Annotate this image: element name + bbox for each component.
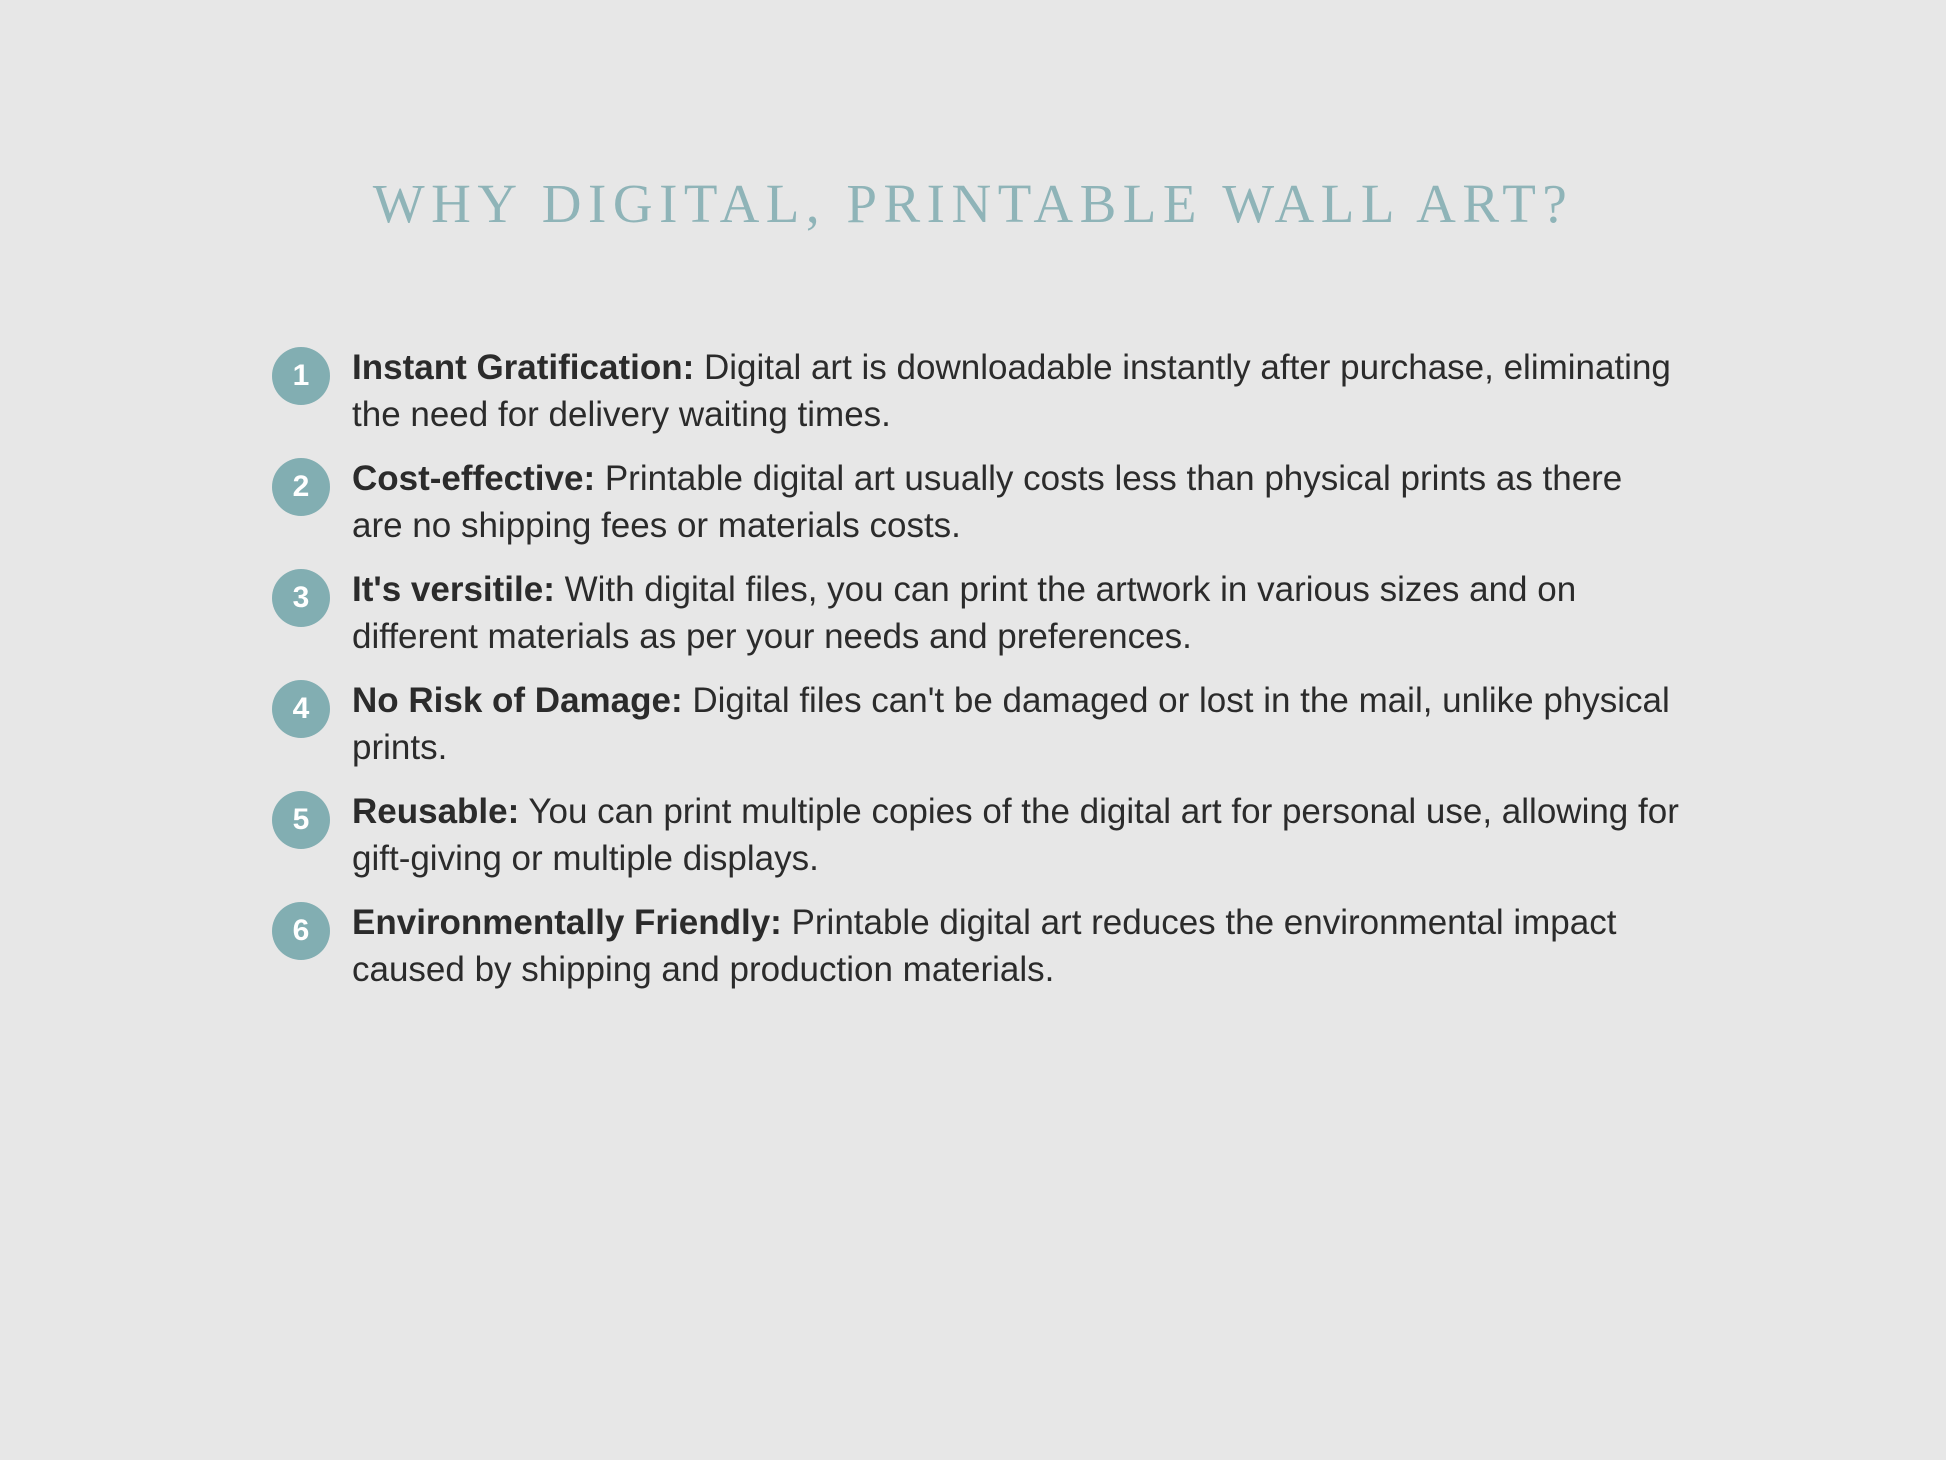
list-item-lead: It's versitile:: [352, 570, 555, 610]
list-item-text: [352, 567, 1682, 660]
list-item-lead: No Risk of Damage:: [352, 681, 683, 721]
list-item: [272, 789, 1702, 882]
list-item-body: Digital files can't be damaged or lost in the mail, unlike physical prints.: [352, 681, 1670, 767]
list-item-number-badge: 1: [272, 347, 330, 405]
list-item-text: [352, 678, 1682, 771]
list-item-body: Digital art is downloadable instantly after purchase, eliminating the need for delivery waiting times.: [352, 348, 1671, 434]
list-item-lead: Instant Gratification:: [352, 348, 695, 387]
list-item-body: Printable digital art usually costs less than physical prints as there are no shipping fees or materials costs.: [352, 459, 1623, 545]
list-item-number-badge: 2: [272, 458, 330, 516]
list-item: [272, 345, 1702, 438]
list-item-number-badge: 5: [272, 791, 330, 849]
list-item-text: [352, 456, 1682, 549]
list-item-text: [352, 345, 1682, 438]
page-title: WHY DIGITAL, PRINTABLE WALL ART?: [372, 173, 1574, 234]
list-item-number-badge: 6: [272, 902, 330, 960]
list-item-text: [352, 900, 1682, 993]
list-item-number-badge: 3: [272, 569, 330, 627]
list-item: [272, 567, 1702, 660]
list-item-lead: Environmentally Friendly:: [352, 903, 782, 943]
benefits-list: [272, 345, 1702, 1012]
list-item: [272, 900, 1702, 993]
list-item-lead: Cost-effective:: [352, 459, 596, 499]
list-item-body: Printable digital art reduces the environmental impact caused by shipping and production materials.: [352, 903, 1617, 990]
list-item-body: You can print multiple copies of the digital art for personal use, allowing for gift-giving or multiple displays.: [352, 792, 1679, 878]
list-item: [272, 456, 1702, 549]
list-item-body: With digital files, you can print the artwork in various sizes and on different materials as per your needs and preferences.: [352, 570, 1577, 656]
list-item-lead: Reusable:: [352, 792, 520, 832]
list-item: [272, 678, 1702, 771]
list-item-text: [352, 789, 1682, 882]
list-item-number-badge: 4: [272, 680, 330, 738]
